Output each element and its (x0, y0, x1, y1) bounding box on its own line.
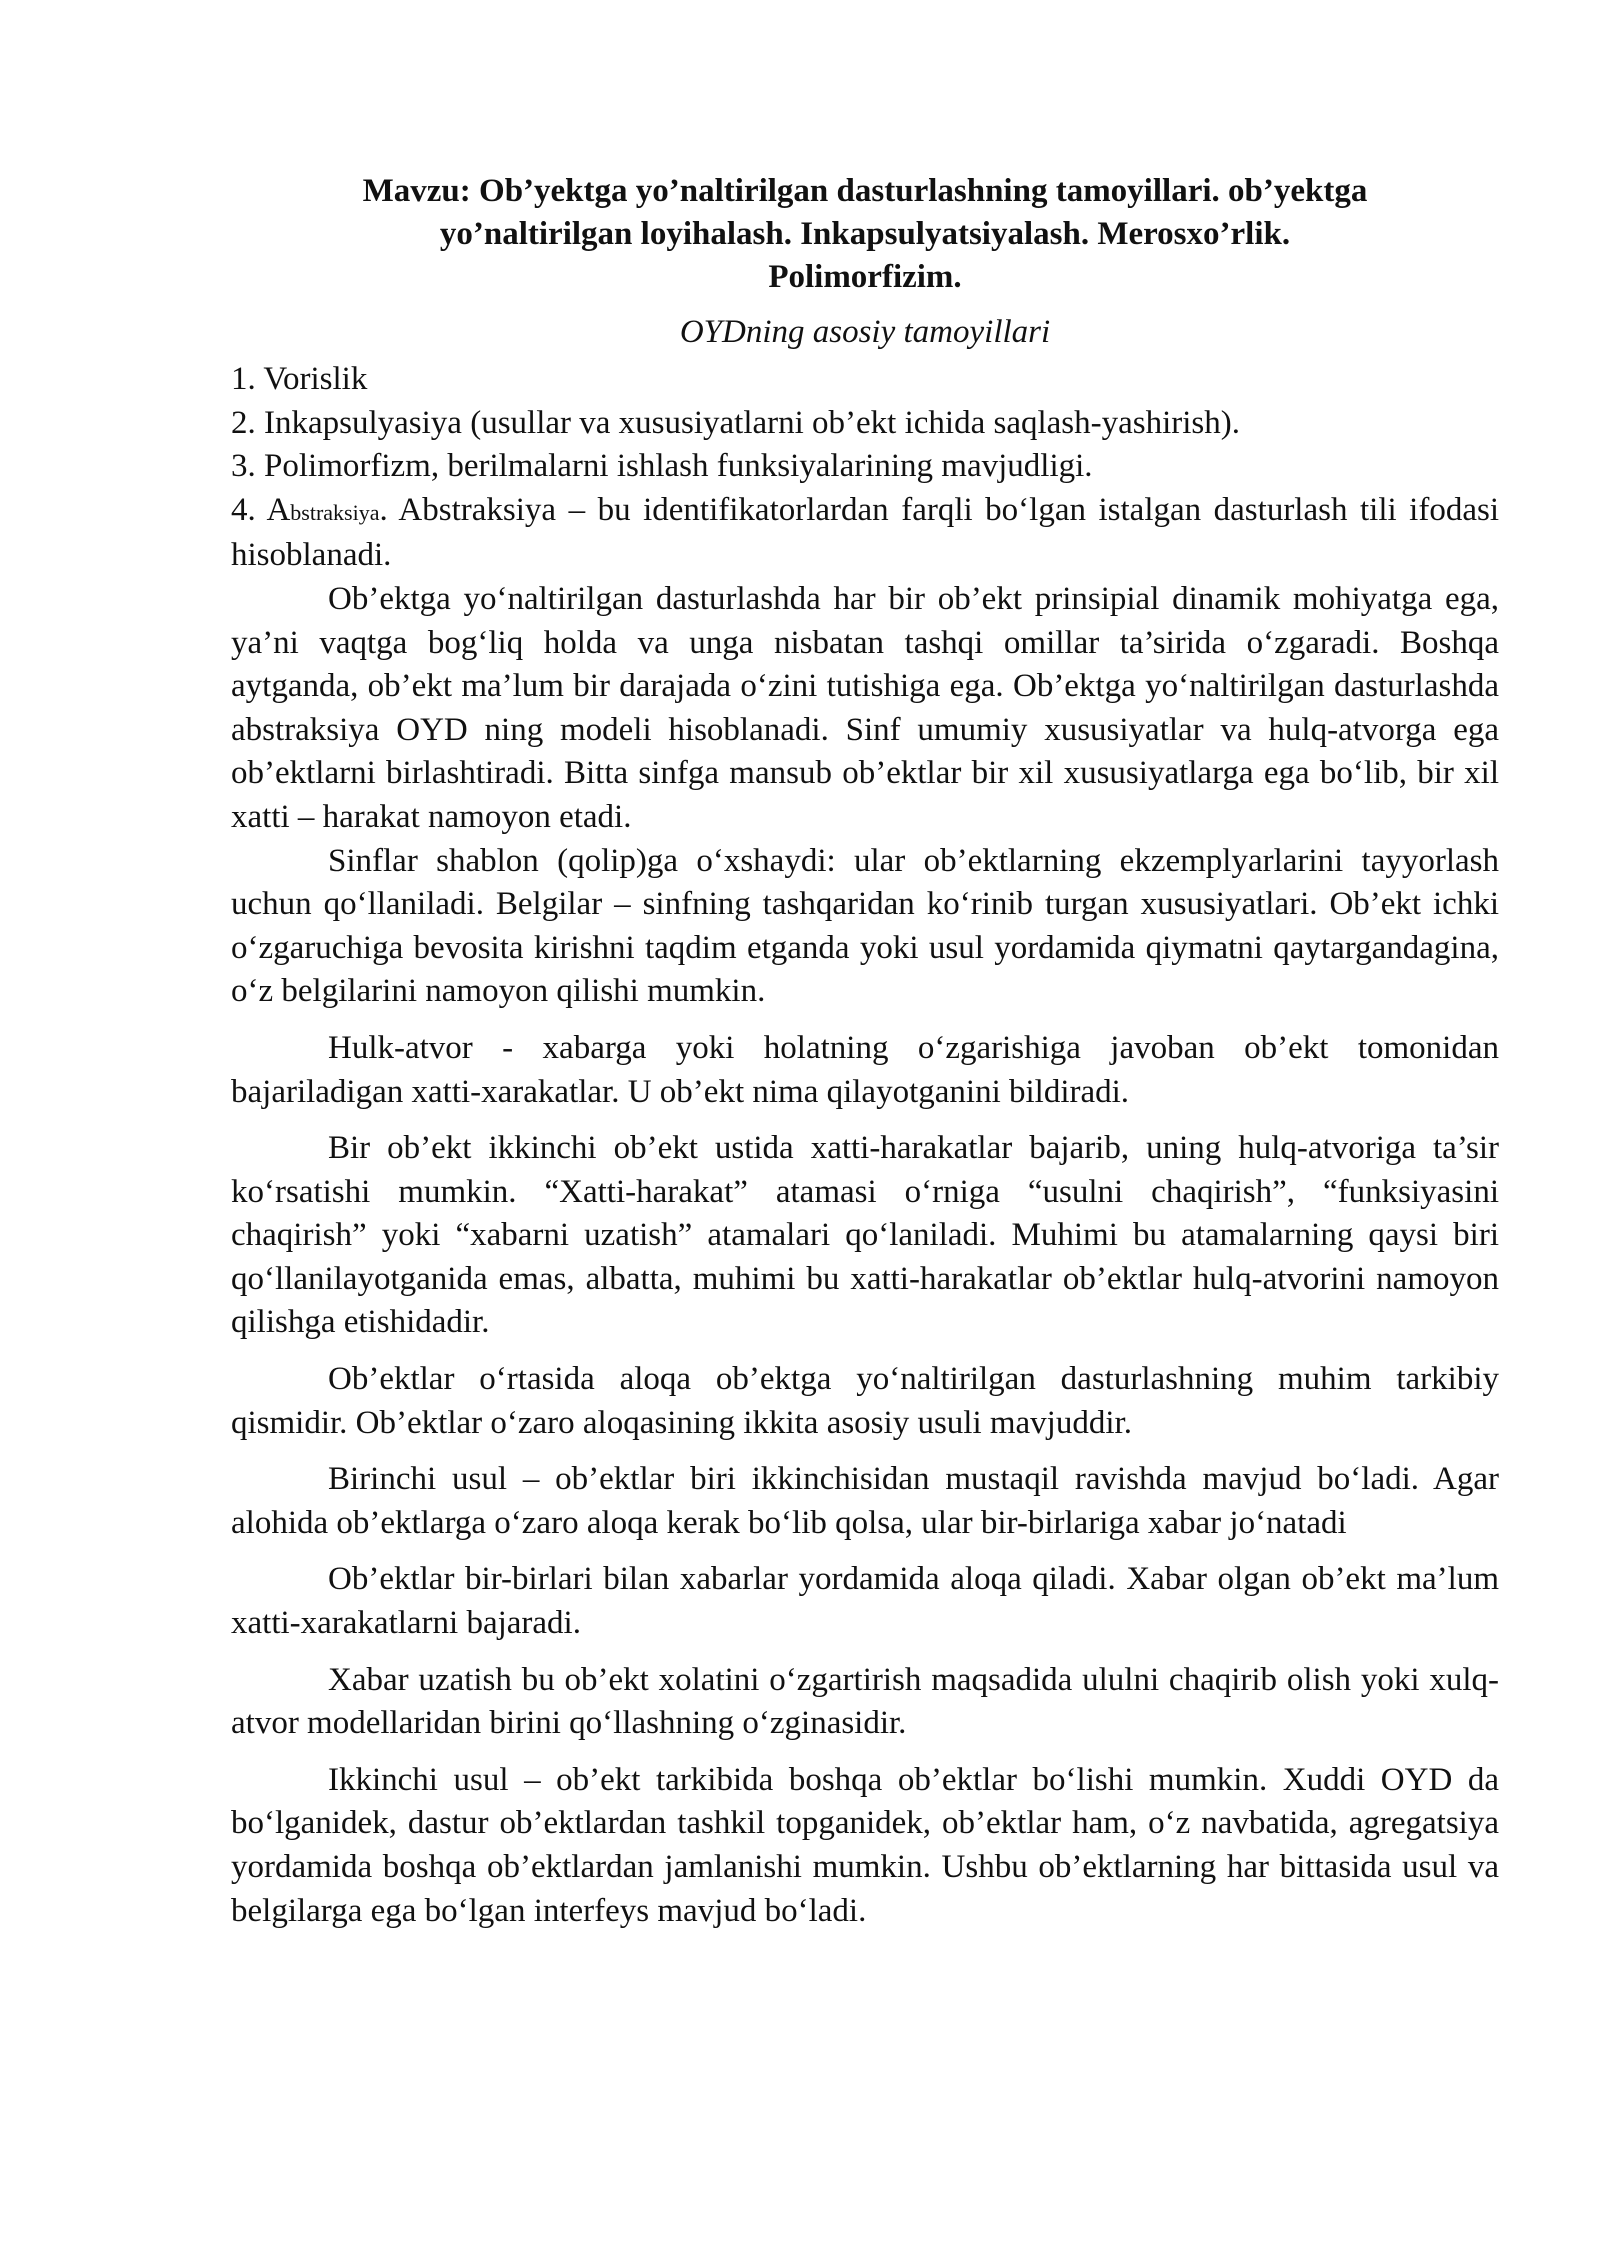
list-item (231, 489, 1499, 578)
title-line-2: yo’naltirilgan loyihalash. Inkapsulyatsiyalash. Merosxo’rlik. (439, 216, 1291, 252)
body-paragraph: Ob’ektlar bir-birlari bilan xabarlar yordamida aloqa qiladi. Xabar olgan ob’ekt ma’lum xatti-xarakatlarni bajaradi. (231, 1561, 1499, 1642)
list-item: 1. Vorislik (231, 361, 368, 397)
list-item-prefix: 4. A (231, 491, 291, 528)
list-item-text: . Abstraksiya – bu identifikatorlardan farqli bo‘lgan istalgan dasturlash tili ifodasi hisoblanadi. (231, 491, 1499, 574)
title-line-3: Polimorfizim. (768, 259, 962, 295)
body-paragraph: Ob’ektga yo‘naltirilgan dasturlashda har bir ob’ekt prinsipial dinamik mohiyatga ega, ya’ni vaqtga bog‘liq holda va unga nisbatan tashqi omillar ta’sirida o‘zgaradi. Boshqa aytganda, ob’ekt ma’lum bir darajada o‘zini tutishiga ega. Ob’ektga yo‘naltirilgan dasturlashda abstraksiya OYD ning modeli hisoblanadi. Sinf umumiy xususiyatlar va hulq-atvorga ega ob’ektlarni birlashtiradi. Bitta sinfga mansub ob’ektlar bir xil xususiyatlarga ega bo‘lib, bir xil xatti – harakat namoyon etadi. (231, 580, 1499, 835)
list-item-small-text: bstraksiya (290, 499, 380, 525)
body-paragraph: Bir ob’ekt ikkinchi ob’ekt ustida xatti-harakatlar bajarib, uning hulq-atvoriga ta’sir ko‘rsatishi mumkin. “Xatti-harakat” atamasi o‘rniga “usulni chaqirish”, “funksiyasini chaqirish” yoki “xabarni uzatish” atamalari qo‘laniladi. Muhimi bu atamalarning qaysi biri qo‘llanilayotganida emas, albatta, muhimi bu xatti-harakatlar ob’ektlar hulq-atvorini namoyon qilishga etishidadir. (231, 1130, 1499, 1341)
body-paragraph: Ikkinchi usul – ob’ekt tarkibida boshqa ob’ektlar bo‘lishi mumkin. Xuddi OYD da bo‘lganidek, dastur ob’ektlardan tashkil topganidek, ob’ektlar ham, o‘z navbatida, agregatsiya yordamida boshqa ob’ektlardan jamlanishi mumkin. Ushbu ob’ektlarning har bittasida usul va belgilarga ega bo‘lgan interfeys mavjud bo‘ladi. (231, 1761, 1499, 1929)
list-item: 3. Polimorfizm, berilmalarni ishlash funksiyalarining mavjudligi. (231, 448, 1093, 485)
principles-list (231, 358, 1499, 578)
title-line-1: Mavzu: Ob’yektga yo’naltirilgan dasturlashning tamoyillari. ob’yektga (362, 173, 1368, 209)
document-title (231, 170, 1499, 299)
list-item: 2. Inkapsulyasiya (usullar va xususiyatlarni ob’ekt ichida saqlash-yashirish). (231, 404, 1241, 441)
body-paragraph: Xabar uzatish bu ob’ekt xolatini o‘zgartirish maqsadida ululni chaqirib olish yoki xulq-atvor modellaridan birini qo‘llashning o‘zginasidir. (231, 1661, 1499, 1742)
section-subtitle: OYDning asosiy tamoyillari (679, 314, 1051, 350)
body-paragraph: Hulk-atvor - xabarga yoki holatning o‘zgarishiga javoban ob’ekt tomonidan bajariladigan xatti-xarakatlar. U ob’ekt nima qilayotganini bildiradi. (231, 1029, 1499, 1110)
body-paragraph: Birinchi usul – ob’ektlar biri ikkinchisidan mustaqil ravishda mavjud bo‘ladi. Agar alohida ob’ektlarga o‘zaro aloqa kerak bo‘lib qolsa, ular bir-birlariga xabar jo‘natadi (231, 1461, 1499, 1541)
body-paragraph: Ob’ektlar o‘rtasida aloqa ob’ektga yo‘naltirilgan dasturlashning muhim tarkibiy qismidir. Ob’ektlar o‘zaro aloqasining ikkita asosiy usuli mavjuddir. (231, 1361, 1499, 1441)
document-page (231, 170, 1499, 1933)
body-paragraph: Sinflar shablon (qolip)ga o‘xshaydi: ular ob’ektlarning ekzemplyarlarini tayyorlash uchun qo‘llaniladi. Belgilar – sinfning tashqaridan ko‘rinib turgan xususiyatlari. Ob’ekt ichki o‘zgaruchiga bevosita kirishni taqdim etganda yoki usul yordamida qiymatni qaytargandagina, o‘z belgilarini namoyon qilishi mumkin. (231, 842, 1499, 1010)
